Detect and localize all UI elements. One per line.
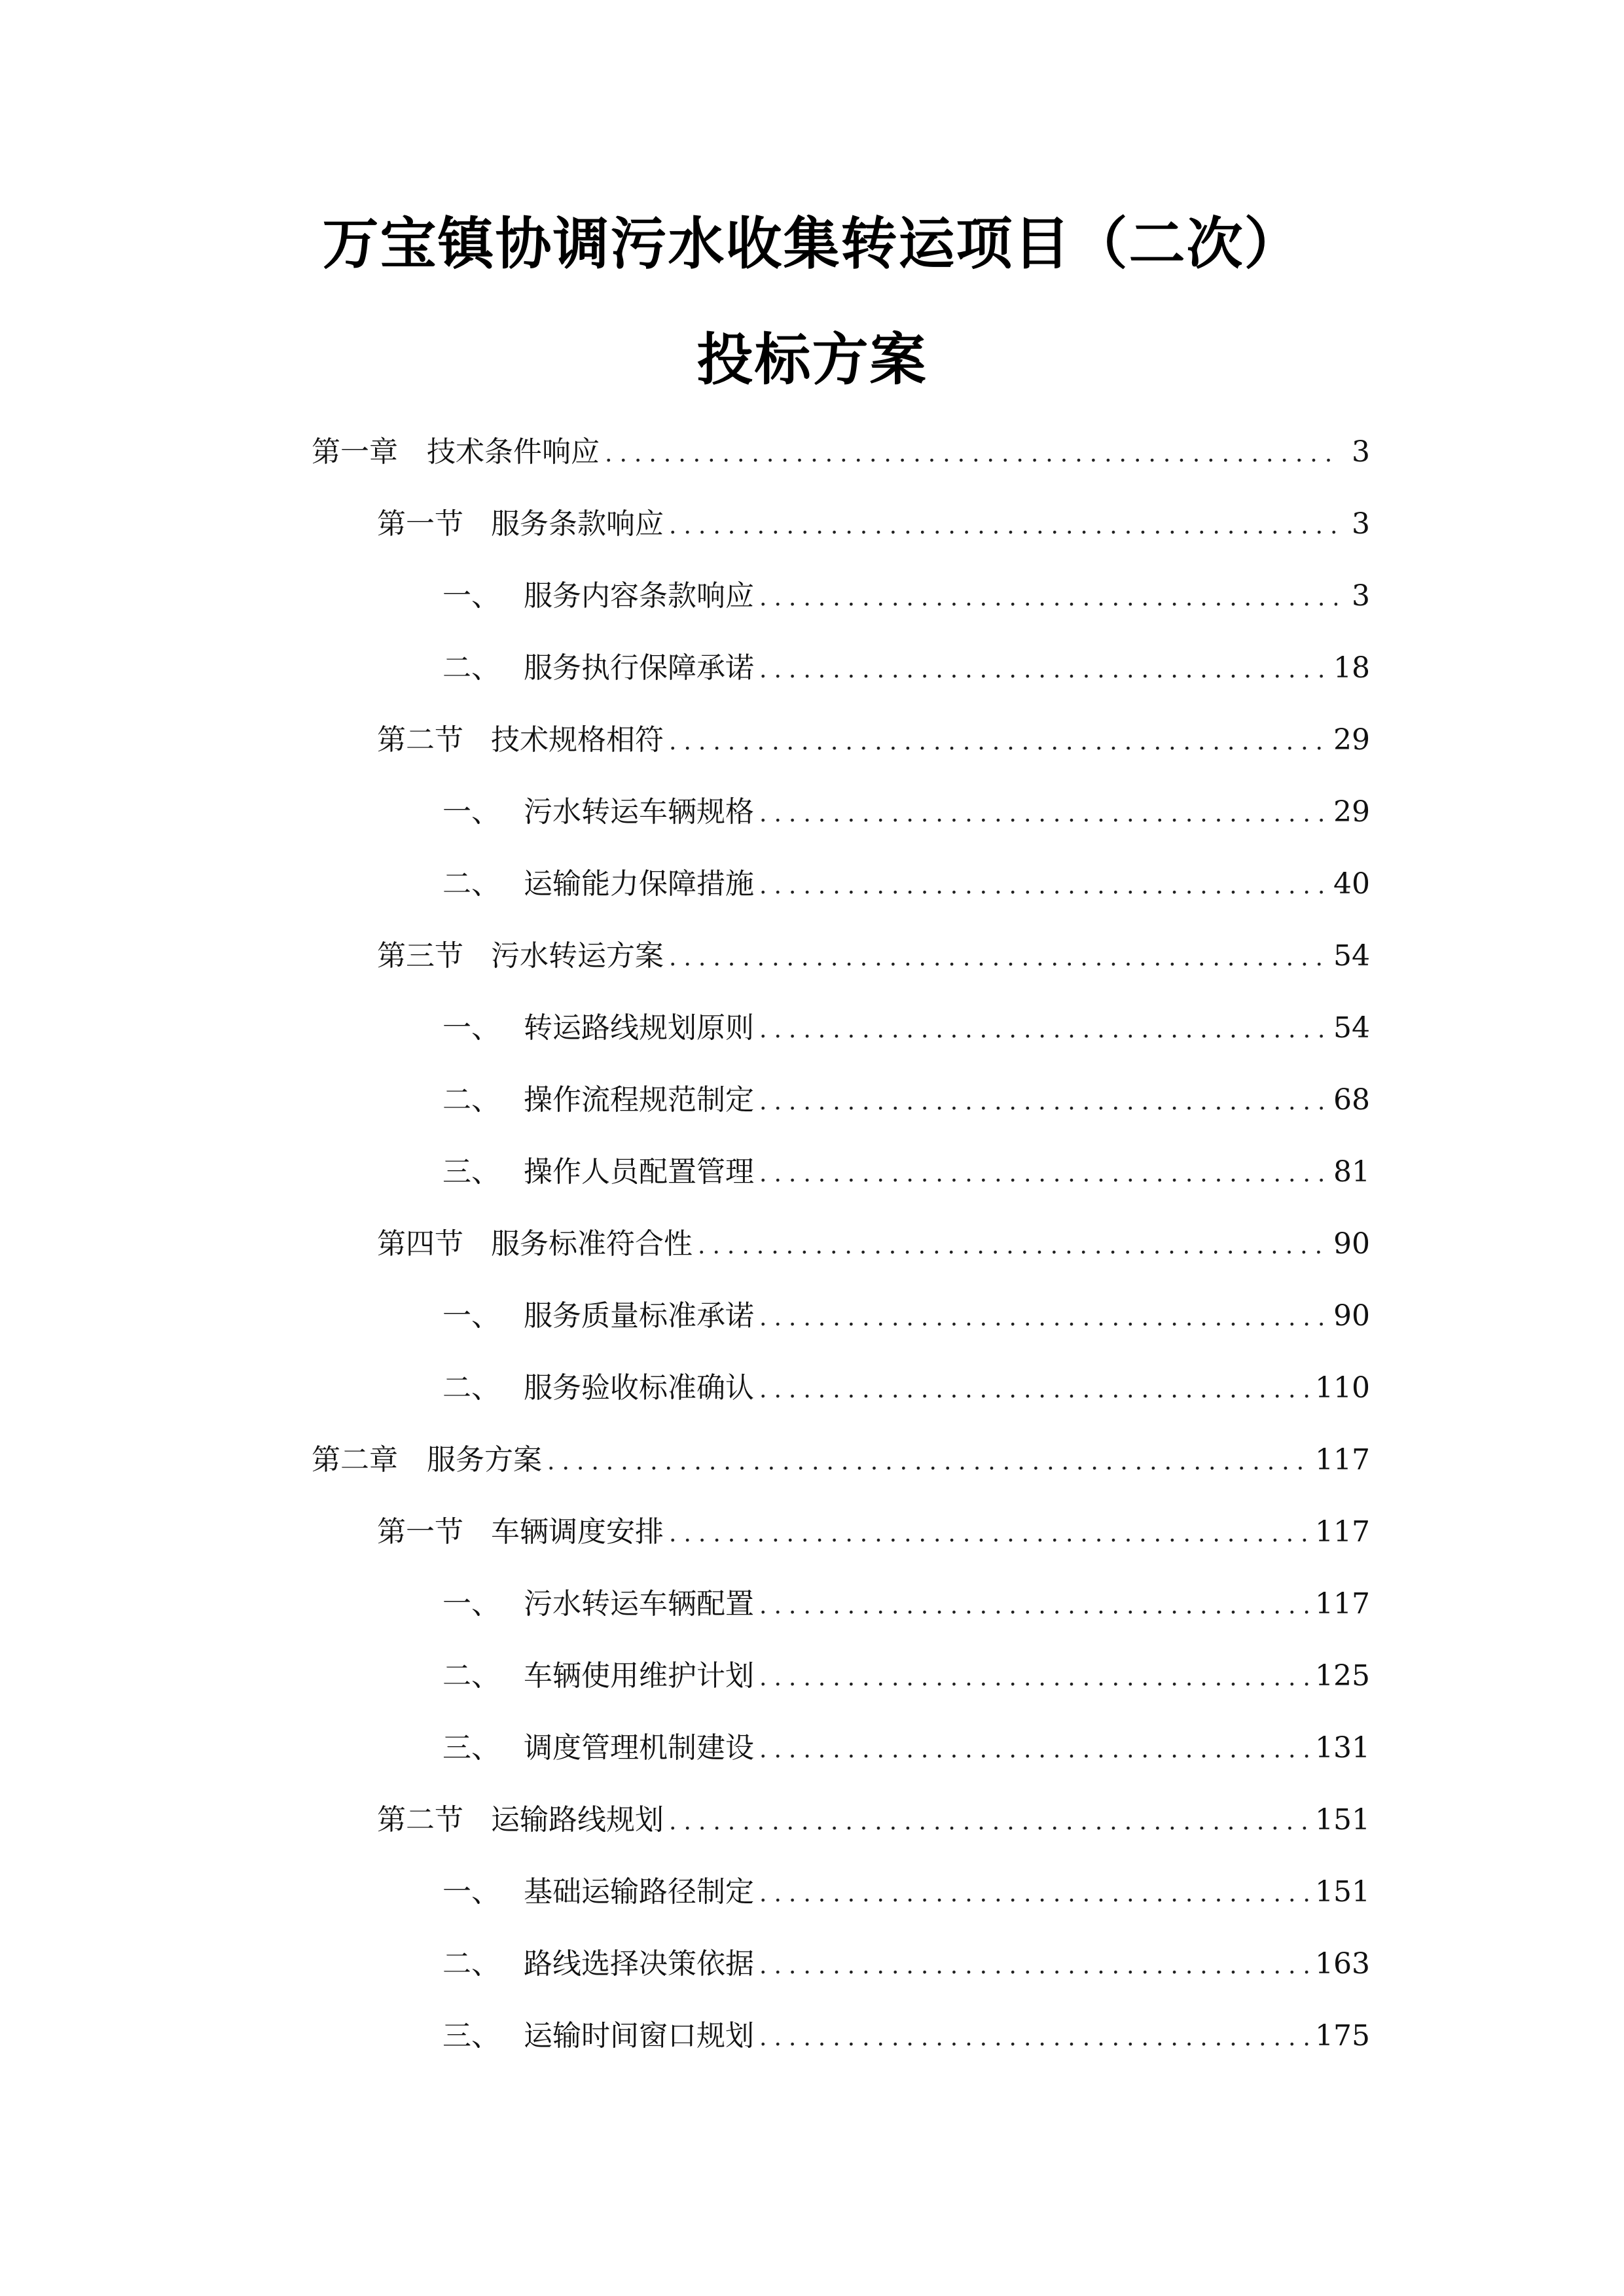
toc-entry-title: 技术条件响应: [427, 435, 600, 469]
toc-entry-number: 一、: [442, 1299, 500, 1333]
toc-entry-page-number: 175: [1315, 2019, 1370, 2053]
toc-entry[interactable]: [442, 1581, 1370, 1627]
toc-entry-page-number: 117: [1315, 1587, 1370, 1621]
toc-entry[interactable]: [442, 789, 1370, 835]
toc-entry-number: 第一节: [377, 507, 463, 541]
toc-entry-number: 三、: [442, 2019, 500, 2053]
toc-dot-leader: [669, 935, 1327, 981]
toc-entry[interactable]: [442, 1293, 1370, 1339]
toc-entry-number: 二、: [442, 1083, 500, 1117]
toc-entry-title: 服务标准符合性: [491, 1227, 693, 1261]
toc-dot-leader: [759, 575, 1337, 621]
toc-entry[interactable]: [312, 429, 1370, 475]
toc-entry[interactable]: [377, 501, 1370, 547]
toc-entry[interactable]: [442, 645, 1370, 691]
toc-dot-leader: [669, 1511, 1308, 1557]
toc-dot-leader: [759, 1295, 1327, 1341]
toc-entry-number: 二、: [442, 1659, 500, 1693]
toc-dot-leader: [547, 1439, 1308, 1485]
toc-entry[interactable]: [442, 1365, 1370, 1411]
toc-entry-page-number: 54: [1333, 1011, 1370, 1045]
toc-entry-title: 服务质量标准承诺: [524, 1299, 754, 1333]
toc-entry-title: 服务验收标准确认: [524, 1371, 754, 1405]
toc-entry-title: 服务方案: [427, 1443, 542, 1477]
toc-entry-title: 基础运输路径制定: [524, 1875, 754, 1909]
toc-dot-leader: [759, 1655, 1308, 1701]
toc-entry-title: 车辆使用维护计划: [524, 1659, 754, 1693]
toc-entry-title: 服务条款响应: [491, 507, 664, 541]
toc-entry-page-number: 29: [1333, 795, 1370, 829]
toc-entry-number: 二、: [442, 867, 500, 901]
toc-dot-leader: [669, 1799, 1308, 1845]
toc-entry[interactable]: [377, 717, 1370, 763]
toc-entry-title: 操作人员配置管理: [524, 1155, 754, 1189]
toc-entry-number: 二、: [442, 1371, 500, 1405]
toc-entry-number: 一、: [442, 1875, 500, 1909]
toc-entry[interactable]: [442, 1725, 1370, 1771]
toc-entry-page-number: 117: [1315, 1515, 1370, 1549]
toc-dot-leader: [759, 1727, 1308, 1773]
toc-dot-leader: [759, 1151, 1327, 1197]
document-title-line-1: 万宝镇协调污水收集转运项目（二次）: [322, 211, 1302, 277]
toc-entry-page-number: 68: [1333, 1083, 1370, 1117]
toc-dot-leader: [759, 2015, 1308, 2061]
toc-entry-title: 技术规格相符: [491, 723, 664, 757]
toc-entry[interactable]: [377, 1221, 1370, 1267]
toc-entry-page-number: 131: [1315, 1731, 1370, 1765]
toc-entry[interactable]: [442, 573, 1370, 619]
toc-entry-page-number: 110: [1315, 1371, 1370, 1405]
toc-entry-page-number: 125: [1315, 1659, 1370, 1693]
toc-entry-number: 一、: [442, 1587, 500, 1621]
toc-entry-title: 运输路线规划: [491, 1803, 664, 1837]
toc-entry-number: 第一章: [312, 435, 398, 469]
toc-dot-leader: [759, 1871, 1308, 1917]
toc-entry[interactable]: [442, 1653, 1370, 1699]
toc-entry-title: 操作流程规范制定: [524, 1083, 754, 1117]
toc-entry-title: 服务执行保障承诺: [524, 651, 754, 685]
toc-entry-page-number: 163: [1315, 1947, 1370, 1981]
toc-entry[interactable]: [442, 1869, 1370, 1915]
toc-dot-leader: [759, 863, 1327, 909]
toc-entry-number: 二、: [442, 651, 500, 685]
toc-entry-page-number: 151: [1315, 1875, 1370, 1909]
toc-entry-number: 第二节: [377, 1803, 463, 1837]
toc-entry-title: 运输时间窗口规划: [524, 2019, 754, 2053]
toc-entry-number: 第二章: [312, 1443, 398, 1477]
toc-dot-leader: [759, 791, 1327, 837]
toc-dot-leader: [759, 1007, 1327, 1053]
toc-entry-title: 转运路线规划原则: [524, 1011, 754, 1045]
toc-entry-title: 车辆调度安排: [491, 1515, 664, 1549]
toc-dot-leader: [605, 431, 1337, 477]
toc-entry-page-number: 40: [1333, 867, 1370, 901]
toc-entry-title: 污水转运车辆配置: [524, 1587, 754, 1621]
toc-entry-page-number: 54: [1333, 939, 1370, 973]
toc-entry[interactable]: [442, 1077, 1370, 1123]
toc-entry-page-number: 3: [1352, 435, 1370, 469]
toc-dot-leader: [759, 1079, 1327, 1125]
toc-entry-number: 一、: [442, 1011, 500, 1045]
document-title-line-2: 投标方案: [696, 327, 928, 393]
toc-entry[interactable]: [442, 2013, 1370, 2059]
toc-dot-leader: [669, 719, 1327, 765]
toc-entry[interactable]: [312, 1437, 1370, 1483]
toc-entry-number: 三、: [442, 1731, 500, 1765]
toc-entry-page-number: 18: [1333, 651, 1370, 685]
toc-entry[interactable]: [442, 1005, 1370, 1051]
toc-entry-page-number: 117: [1315, 1443, 1370, 1477]
toc-entry[interactable]: [377, 1797, 1370, 1843]
toc-dot-leader: [698, 1223, 1327, 1269]
toc-entry-page-number: 90: [1333, 1227, 1370, 1261]
toc-dot-leader: [669, 503, 1337, 549]
toc-entry[interactable]: [377, 1509, 1370, 1555]
toc-entry-number: 第一节: [377, 1515, 463, 1549]
toc-entry-page-number: 151: [1315, 1803, 1370, 1837]
toc-entry[interactable]: [442, 861, 1370, 907]
toc-entry-title: 路线选择决策依据: [524, 1947, 754, 1981]
toc-entry-number: 第三节: [377, 939, 463, 973]
toc-entry-page-number: 90: [1333, 1299, 1370, 1333]
toc-entry-page-number: 29: [1333, 723, 1370, 757]
toc-entry[interactable]: [442, 1941, 1370, 1987]
toc-entry-title: 污水转运车辆规格: [524, 795, 754, 829]
toc-entry[interactable]: [442, 1149, 1370, 1195]
toc-entry-page-number: 81: [1333, 1155, 1370, 1189]
toc-entry-title: 污水转运方案: [491, 939, 664, 973]
toc-entry-number: 二、: [442, 1947, 500, 1981]
toc-entry-page-number: 3: [1352, 507, 1370, 541]
toc-entry[interactable]: [377, 933, 1370, 979]
toc-dot-leader: [759, 1367, 1308, 1413]
toc-entry-page-number: 3: [1352, 579, 1370, 613]
toc-entry-number: 一、: [442, 579, 500, 613]
toc-dot-leader: [759, 1583, 1308, 1629]
toc-entry-title: 调度管理机制建设: [524, 1731, 754, 1765]
toc-entry-title: 运输能力保障措施: [524, 867, 754, 901]
toc-entry-number: 第四节: [377, 1227, 463, 1261]
toc-entry-number: 三、: [442, 1155, 500, 1189]
toc-dot-leader: [759, 1943, 1308, 1989]
toc-dot-leader: [759, 647, 1327, 693]
toc-entry-number: 一、: [442, 795, 500, 829]
toc-entry-title: 服务内容条款响应: [524, 579, 754, 613]
toc-entry-number: 第二节: [377, 723, 463, 757]
